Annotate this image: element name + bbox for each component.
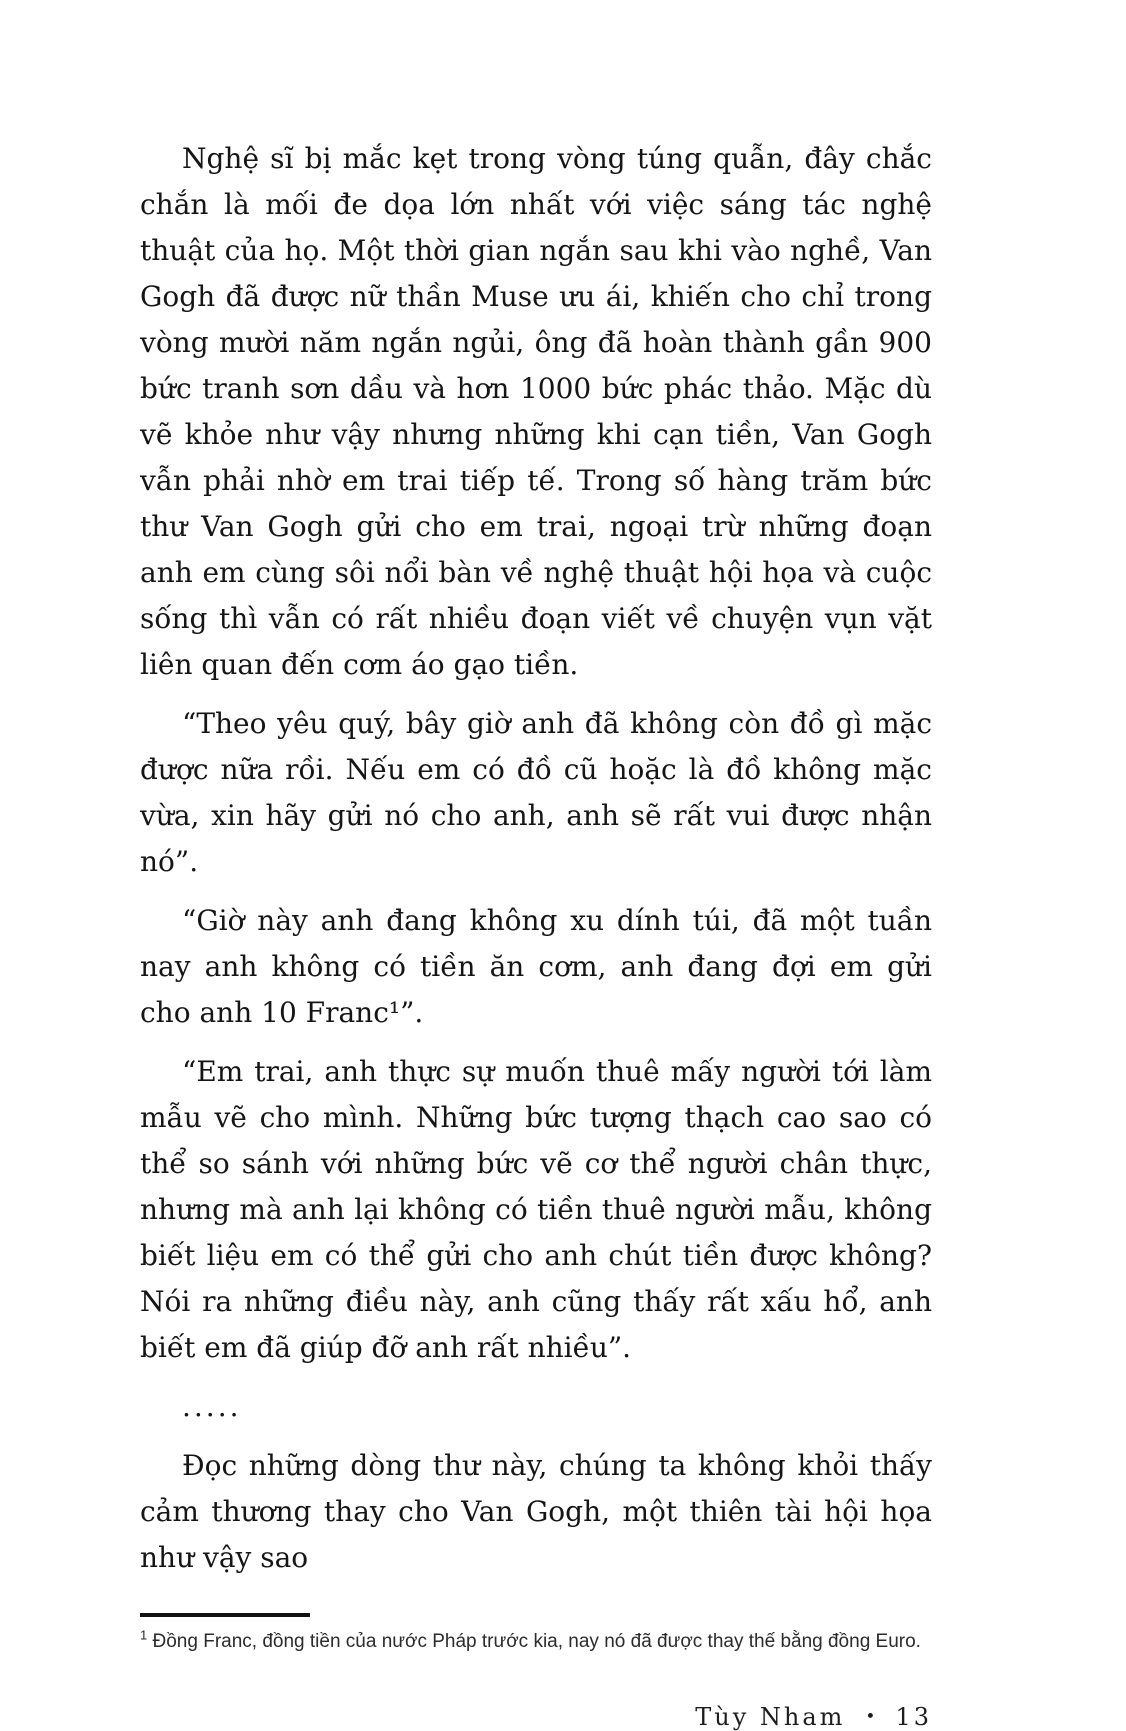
- footnote-marker: 1: [140, 1627, 148, 1643]
- paragraph-4-letter-quote: “Em trai, anh thực sự muốn thuê mấy người tới làm mẫu vẽ cho mình. Những bức tượng thạch cao sao có thể so sánh với những bức vẽ cơ thể người chân thực, nhưng mà anh lại không có tiền thuê người mẫu, không biết liệu em có thể gửi cho anh chút tiền được không? Nói ra những điều này, anh cũng thấy rất xấu hổ, anh biết em đã giúp đỡ anh rất nhiều”.: [140, 1055, 932, 1364]
- book-page: [140, 0, 932, 1731]
- footnote: [140, 1629, 932, 1655]
- paragraph-5-ellipsis: .....: [182, 1390, 242, 1423]
- page-footer: [140, 1703, 932, 1731]
- running-title: Tùy Nham: [695, 1703, 846, 1731]
- footer-separator-icon: •: [865, 1707, 876, 1727]
- paragraph-2-letter-quote: “Theo yêu quý, bây giờ anh đã không còn đồ gì mặc được nữa rồi. Nếu em có đồ cũ hoặc là đồ không mặc vừa, xin hãy gửi nó cho anh, anh sẽ rất vui được nhận nó”.: [140, 707, 932, 878]
- paragraph-3-letter-quote: “Giờ này anh đang không xu dính túi, đã một tuần nay anh không có tiền ăn cơm, anh đang đợi em gửi cho anh 10 Franc¹”.: [140, 904, 932, 1029]
- footnote-section: [140, 1613, 932, 1655]
- body-text: [140, 136, 932, 1581]
- page-number: 13: [895, 1703, 932, 1731]
- paragraph-1: Nghệ sĩ bị mắc kẹt trong vòng túng quẫn, đây chắc chắn là mối đe dọa lớn nhất với việc sáng tác nghệ thuật của họ. Một thời gian ngắn sau khi vào nghề, Van Gogh đã được nữ thần Muse ưu ái, khiến cho chỉ trong vòng mười năm ngắn ngủi, ông đã hoàn thành gần 900 bức tranh sơn dầu và hơn 1000 bức phác thảo. Mặc dù vẽ khỏe như vậy nhưng những khi cạn tiền, Van Gogh vẫn phải nhờ em trai tiếp tế. Trong số hàng trăm bức thư Van Gogh gửi cho em trai, ngoại trừ những đoạn anh em cùng sôi nổi bàn về nghệ thuật hội họa và cuộc sống thì vẫn có rất nhiều đoạn viết về chuyện vụn vặt liên quan đến cơm áo gạo tiền.: [140, 142, 932, 681]
- footnote-divider: [140, 1613, 310, 1617]
- paragraph-6: Đọc những dòng thư này, chúng ta không khỏi thấy cảm thương thay cho Van Gogh, một thiên tài hội họa như vậy sao: [140, 1449, 932, 1574]
- footnote-text: Đồng Franc, đồng tiền của nước Pháp trước kia, nay nó đã được thay thế bằng đồng Euro.: [147, 1631, 921, 1652]
